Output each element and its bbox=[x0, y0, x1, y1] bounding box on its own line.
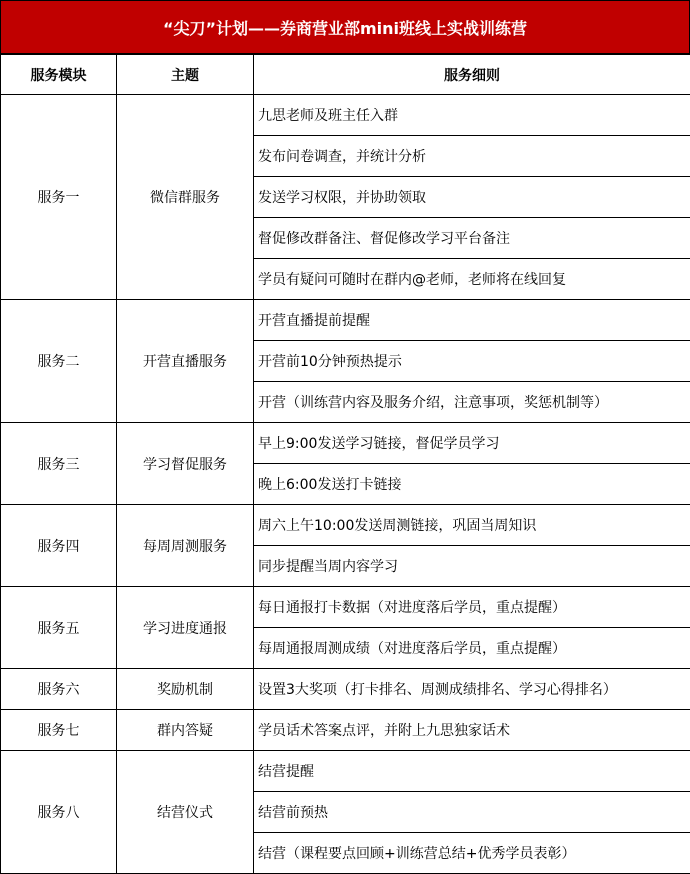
table-row bbox=[1, 300, 690, 341]
service-topic-cell: 奖励机制 bbox=[117, 669, 254, 710]
service-detail-cell: 发布问卷调查，并统计分析 bbox=[254, 136, 690, 177]
service-module-cell: 服务五 bbox=[1, 587, 117, 669]
table-row bbox=[1, 95, 690, 136]
service-topic-cell: 群内答疑 bbox=[117, 710, 254, 751]
page-title: “尖刀”计划——券商营业部mini班线上实战训练营 bbox=[0, 0, 690, 54]
table-row bbox=[1, 710, 690, 751]
header-details: 服务细则 bbox=[254, 55, 690, 95]
service-detail-cell: 开营（训练营内容及服务介绍，注意事项，奖惩机制等） bbox=[254, 382, 690, 423]
service-detail-cell: 早上9:00发送学习链接，督促学员学习 bbox=[254, 423, 690, 464]
service-topic-cell: 微信群服务 bbox=[117, 95, 254, 300]
service-detail-cell: 晚上6:00发送打卡链接 bbox=[254, 464, 690, 505]
service-detail-cell: 结营前预热 bbox=[254, 792, 690, 833]
table-row bbox=[1, 587, 690, 628]
service-topic-cell: 学习进度通报 bbox=[117, 587, 254, 669]
service-module-cell: 服务三 bbox=[1, 423, 117, 505]
service-detail-cell: 结营（课程要点回顾+训练营总结+优秀学员表彰） bbox=[254, 833, 690, 874]
service-detail-cell: 督促修改群备注、督促修改学习平台备注 bbox=[254, 218, 690, 259]
table-row bbox=[1, 751, 690, 792]
service-topic-cell: 开营直播服务 bbox=[117, 300, 254, 423]
service-detail-cell: 开营前10分钟预热提示 bbox=[254, 341, 690, 382]
service-topic-cell: 结营仪式 bbox=[117, 751, 254, 874]
service-detail-cell: 学员有疑问可随时在群内@老师，老师将在线回复 bbox=[254, 259, 690, 300]
service-table bbox=[0, 54, 690, 874]
header-module: 服务模块 bbox=[1, 55, 117, 95]
service-detail-cell: 设置3大奖项（打卡排名、周测成绩排名、学习心得排名） bbox=[254, 669, 690, 710]
service-detail-cell: 每日通报打卡数据（对进度落后学员，重点提醒） bbox=[254, 587, 690, 628]
table-row bbox=[1, 505, 690, 546]
service-module-cell: 服务六 bbox=[1, 669, 117, 710]
service-module-cell: 服务二 bbox=[1, 300, 117, 423]
service-module-cell: 服务七 bbox=[1, 710, 117, 751]
service-detail-cell: 周六上午10:00发送周测链接，巩固当周知识 bbox=[254, 505, 690, 546]
service-detail-cell: 学员话术答案点评，并附上九思独家话术 bbox=[254, 710, 690, 751]
service-module-cell: 服务八 bbox=[1, 751, 117, 874]
service-detail-cell: 每周通报周测成绩（对进度落后学员，重点提醒） bbox=[254, 628, 690, 669]
service-topic-cell: 学习督促服务 bbox=[117, 423, 254, 505]
table-row bbox=[1, 669, 690, 710]
service-detail-cell: 开营直播提前提醒 bbox=[254, 300, 690, 341]
table-row bbox=[1, 423, 690, 464]
service-module-cell: 服务一 bbox=[1, 95, 117, 300]
header-row bbox=[1, 55, 690, 95]
service-detail-cell: 发送学习权限，并协助领取 bbox=[254, 177, 690, 218]
header-topic: 主题 bbox=[117, 55, 254, 95]
service-module-cell: 服务四 bbox=[1, 505, 117, 587]
service-table-body bbox=[1, 95, 690, 874]
service-detail-cell: 同步提醒当周内容学习 bbox=[254, 546, 690, 587]
service-detail-cell: 九思老师及班主任入群 bbox=[254, 95, 690, 136]
service-topic-cell: 每周周测服务 bbox=[117, 505, 254, 587]
service-detail-cell: 结营提醒 bbox=[254, 751, 690, 792]
